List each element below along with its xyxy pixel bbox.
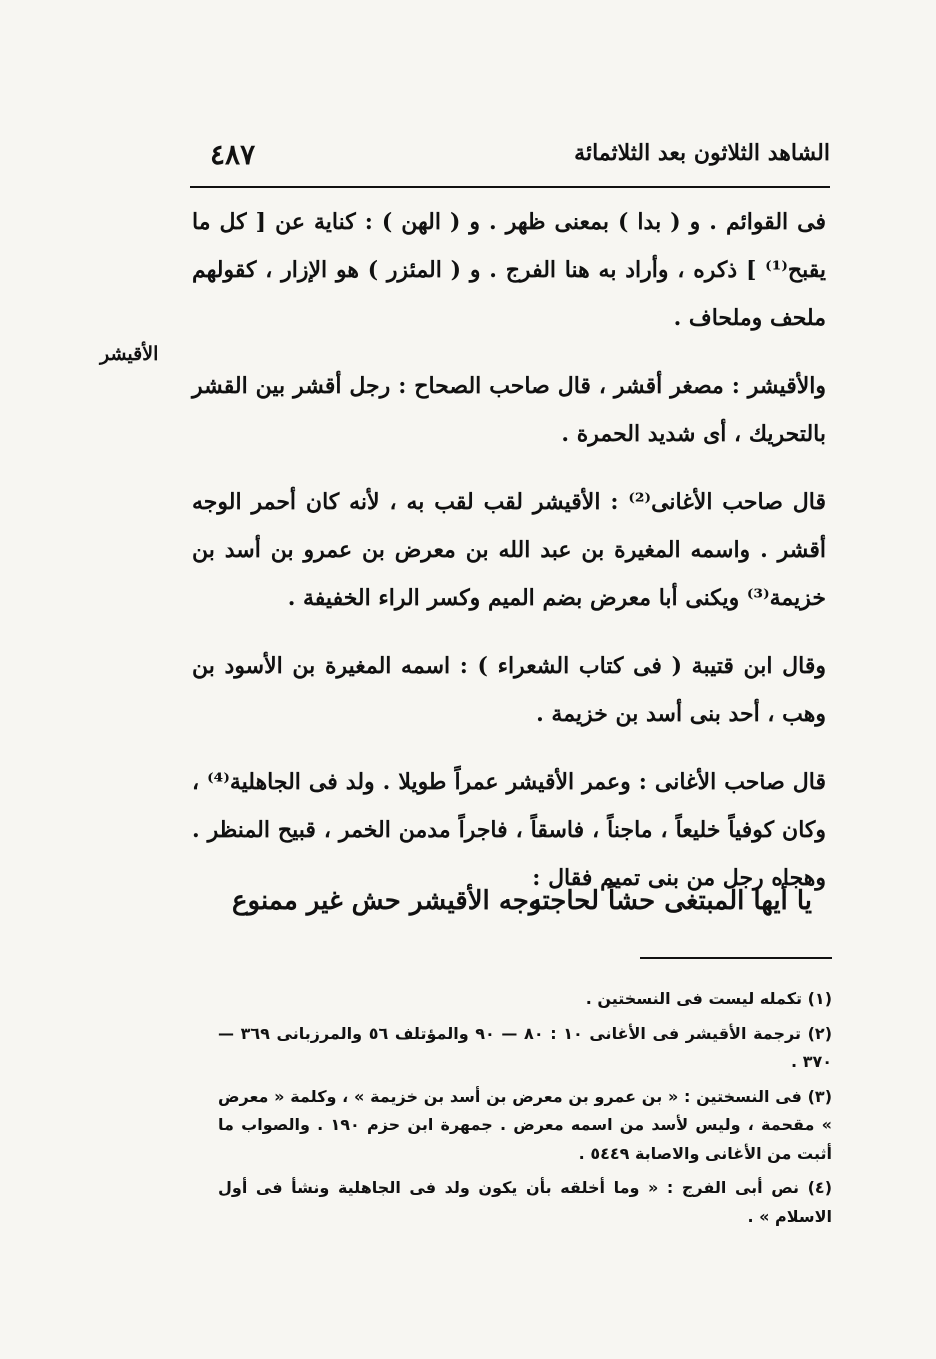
body-text [192, 198, 826, 902]
paragraph: وقال ابن قتيبة ( فى كتاب الشعراء ) : اسمه المغيرة بن الأسود بن وهب ، أحد بنى أسد بن خزيمة . [192, 653, 826, 727]
paragraph: والأقيشر : مصغر أقشر ، قال صاحب الصحاح : رجل أقشر بين القشر بالتحريك ، أى شديد الحمرة . [192, 373, 826, 447]
margin-note: الأقيشر [100, 343, 159, 365]
footnote-rule [640, 957, 832, 959]
footnote: (٤) نص أبى الفرج : « وما أخلقه بأن يكون ولد فى الجاهلية ونشأ فى أول الاسلام » . [218, 1178, 832, 1226]
verse-second-hemistich: وجه الأقيشر حش غير ممنوع [232, 886, 542, 916]
verse-first-hemistich: يا أيها المبتغى حشاً لحاجته [528, 886, 812, 916]
page-header [190, 140, 830, 180]
page-number: ٤٨٧ [210, 138, 256, 171]
paragraph: فى القوائم . و ( بدا ) بمعنى ظهر . و ( الهن ) : كناية عن [ كل ما يقبح⁽¹⁾ ] ذكره ، وأراد به هنا الفرج . و ( المئزر ) هو الإزار ، كقولهم ملحف وملحاف . [192, 209, 826, 331]
footnotes [218, 985, 832, 1237]
paragraph: قال صاحب الأغانى⁽²⁾ : الأقيشر لقب لقب به ، لأنه كان أحمر الوجه أقشر . واسمه المغيرة بن عبد الله بن معرض بن عمرو بن أسد بن خزيمة⁽³⁾ ويكنى أبا معرض بضم الميم وكسر الراء الخفيفة . [192, 489, 826, 611]
header-rule [190, 186, 830, 188]
footnote: (١) تكمله ليست فى النسختين . [585, 989, 832, 1008]
footnote: (٢) ترجمة الأقيشر فى الأغانى ١٠ : ٨٠ — ٩٠ والمؤتلف ٥٦ والمرزبانى ٣٦٩ — ٣٧٠ . [218, 1023, 832, 1071]
footnote: (٣) فى النسختين : « بن عمرو بن معرض بن أسد بن خزيمة » ، وكلمة « معرض » مقحمة ، وليس لأسد من اسمه معرض . جمهرة ابن حزم ١٩٠ . والصواب ما أثبت من الأغانى والاصابة ٥٤٤٩ . [218, 1086, 833, 1163]
running-head: الشاهد الثلاثون بعد الثلاثمائة [574, 140, 830, 166]
poetry-verse [232, 886, 812, 936]
paragraph: قال صاحب الأغانى : وعمر الأقيشر عمراً طويلا . ولد فى الجاهلية⁽⁴⁾ ، وكان كوفياً خليعاً ، ماجناً ، فاسقاً ، فاجراً مدمن الخمر ، قبيح المنظر . وهجاه رجل من بنى تميم فقال : [192, 769, 826, 891]
